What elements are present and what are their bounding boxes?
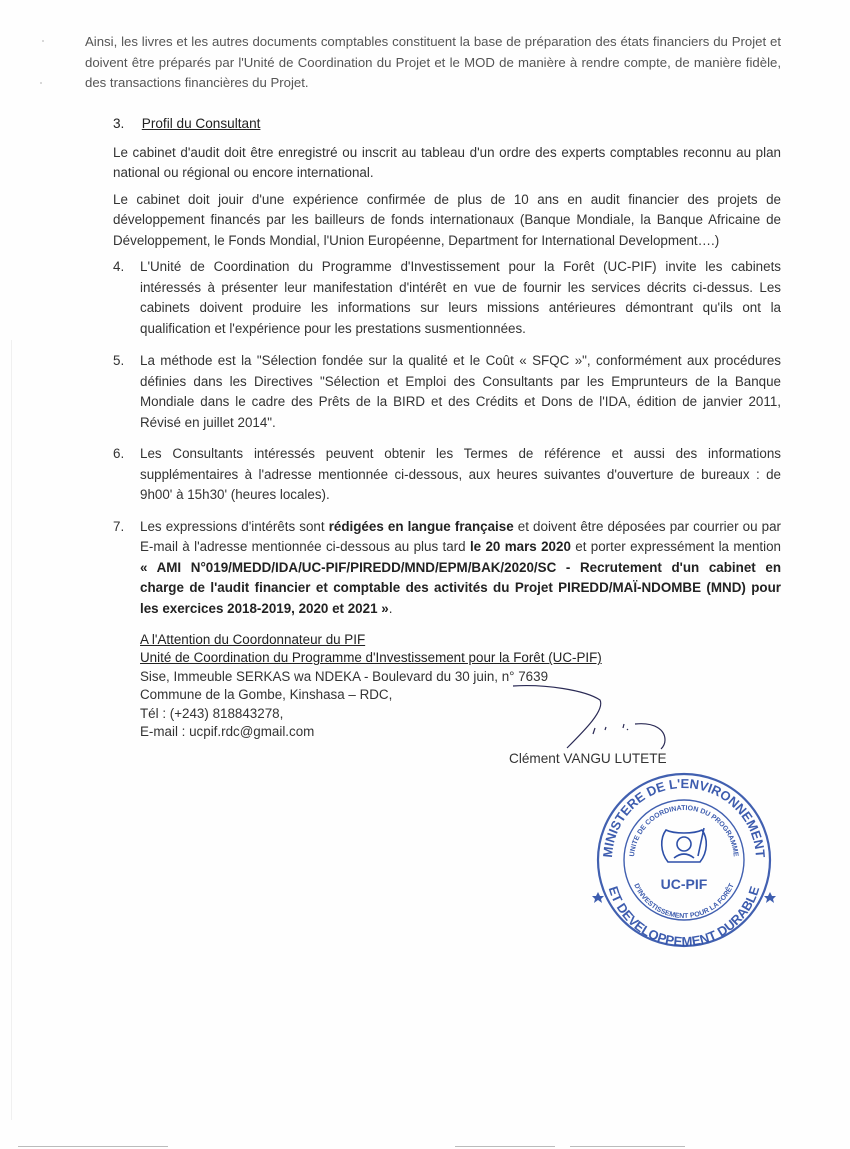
section-paragraph-2: Le cabinet doit jouir d'une expérience confirmée de plus de 10 ans en audit financier des projets de développement financés par les bailleurs de fonds internationaux (Banque Mondiale, la Banque Africaine de Développement, le Fonds Mondial, l'Union Européenne, Department for International Development….) <box>113 191 781 248</box>
coat-of-arms-emblem <box>662 828 707 862</box>
address-attention: A l'Attention du Coordonnateur du PIF <box>140 632 366 647</box>
section-heading <box>113 115 850 133</box>
address-phone: Tél : (+243) 818843278, <box>140 705 284 721</box>
address-unit: Unité de Coordination du Programme d'Investissement pour la Forêt (UC-PIF) <box>140 650 602 666</box>
official-stamp <box>592 772 776 948</box>
list-item-7 <box>113 517 781 620</box>
stamp-inner-bottom-text: D'INVESTISSEMENT POUR LA FORÊT <box>632 882 736 921</box>
section-paragraph-1: Le cabinet d'audit doit être enregistré ou inscrit au tableau d'un ordre des experts comptables reconnu au plan national ou régional ou encore international. <box>113 144 781 180</box>
signatory-name: Clément VANGU LUTETE <box>509 751 667 766</box>
scan-bottom-edge <box>18 1146 168 1147</box>
item-text-part: Les expressions d'intérêts sont <box>140 518 329 534</box>
reference-mention: « AMI N°019/MEDD/IDA/UC-PIF/PIREDD/MND/EPM/BAK/2020/SC - Recrutement d'un cabinet en charge de l'audit financier et comptable des activités du Projet PIREDD/MAÏ-NDOMBE (MND) pour les exercices 2018-2019, 2020 et 2021 » <box>140 559 781 616</box>
scan-bottom-edge <box>455 1146 555 1147</box>
stamp-center-text: UC-PIF <box>660 876 708 892</box>
address-city: Commune de la Gombe, Kinshasa – RDC, <box>140 687 393 703</box>
stamp-star-right <box>764 892 776 903</box>
stamp-inner-top-text: UNITE DE COORDINATION DU PROGRAMME <box>629 804 739 857</box>
section-number: 3. <box>113 115 125 131</box>
stamp-star-left <box>592 892 604 903</box>
list-item-6 <box>113 444 781 506</box>
item-number: 4. <box>113 259 125 274</box>
item-number: 5. <box>113 353 125 368</box>
deadline-date: le 20 mars 2020 <box>469 539 571 554</box>
stamp-outer-top-text: MINISTERE DE L'ENVIRONNEMENT <box>599 775 769 859</box>
address-street: Sise, Immeuble SERKAS wa NDEKA - Boulevard du 30 juin, n° 7639 <box>140 668 549 684</box>
item-text-part: . <box>388 600 393 616</box>
item-number: 7. <box>113 518 125 534</box>
section-title: Profil du Consultant <box>141 115 261 131</box>
address-email[interactable]: E-mail : ucpif.rdc@gmail.com <box>140 724 315 740</box>
stamp-outer-bottom-text: ET DEVELOPPEMENT DURABLE <box>605 884 763 948</box>
language-requirement: rédigées en langue française <box>328 518 514 534</box>
list-item-4 <box>113 257 781 339</box>
intro-paragraph: Ainsi, les livres et les autres documents comptables constituent la base de préparation des états financiers du Projet et doivent être préparés par l'Unité de Coordination du Projet et le MOD de manière à rendre compte, de manière fidèle, des transactions financières du Projet. <box>85 34 781 90</box>
item-text <box>140 517 781 620</box>
item-text: Les Consultants intéressés peuvent obtenir les Termes de référence et aussi des informations supplémentaires à l'adresse mentionnée ci-dessous, aux heures suivantes d'ouverture de bureaux : de 9h00' à 15h30' (heures locales). <box>140 446 781 502</box>
item-text: L'Unité de Coordination du Programme d'Investissement pour la Forêt (UC-PIF) invite les cabinets intéressés à présenter leur manifestation d'intérêt en vue de fournir les services décrits ci-dessus. Les cabinets doivent produire les informations sur leurs missions antérieures démontrant qu'ils ont la qualification et l'expérience pour les prestations susmentionnées. <box>140 259 781 336</box>
item-number: 6. <box>113 446 125 461</box>
handwritten-signature <box>505 680 685 750</box>
item-text-part: et porter expressément la mention <box>570 539 781 554</box>
address-block <box>140 631 850 741</box>
item-text-part: et doivent être déposées par courrier ou par E-mail à l'adresse mentionnée ci-dessous au plus tard <box>140 518 781 554</box>
item-text: La méthode est la "Sélection fondée sur la qualité et le Coût « SFQC »", conformément aux procédures définies dans les Directives "Sélection et Emploi des Consultants par les Emprunteurs de la Banque Mondiale dans le cadre des Prêts de la BIRD et des Crédits et Dons de l'IDA, édition de janvier 2011, Révisé en juillet 2014". <box>140 353 781 430</box>
list-item-5 <box>113 351 781 433</box>
scan-bottom-edge <box>570 1146 685 1147</box>
